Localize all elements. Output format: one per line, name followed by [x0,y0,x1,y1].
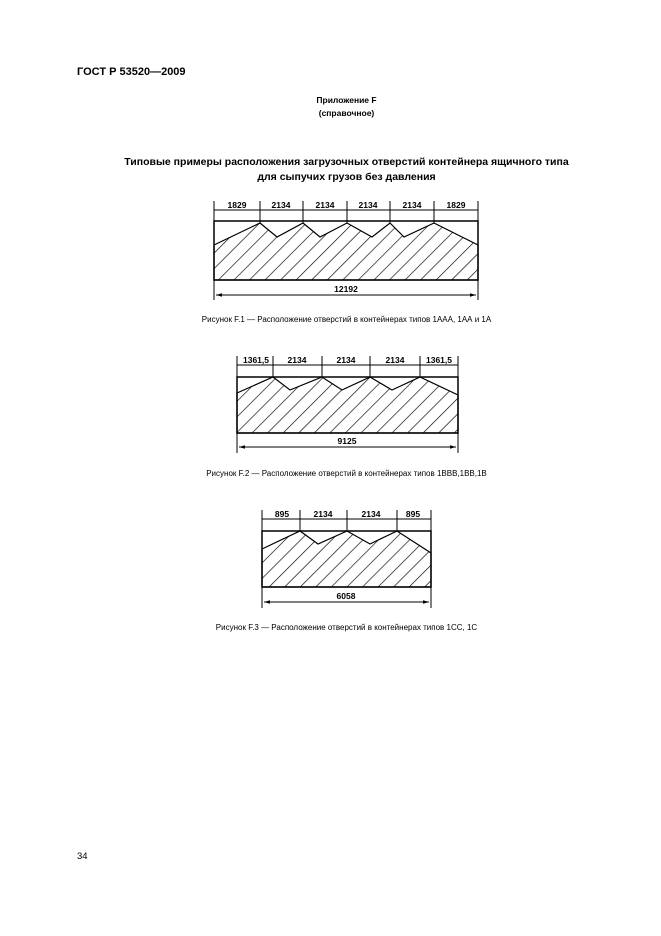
fig1-seg-5: 2134 [402,200,422,210]
annex-title: Приложение F [316,95,377,105]
fig2-seg-3: 2134 [336,355,356,365]
fig1-seg-4: 2134 [358,200,378,210]
fig2-seg-5: 1361,5 [426,355,452,365]
figure-1-caption: Рисунок F.1 — Расположение отверстий в контейнерах типов 1ААА, 1АА и 1А [201,315,492,324]
fig1-seg-2: 2134 [271,200,291,210]
fig2-seg-4: 2134 [385,355,405,365]
page-title-line-2: для сыпучих грузов без давления [257,171,436,183]
fig2-total: 9125 [337,436,357,446]
figure-2 [237,355,458,453]
fig1-seg-1: 1829 [227,200,247,210]
fig3-seg-4: 895 [405,509,421,519]
fig3-total: 6058 [336,591,356,601]
standard-number: ГОСТ Р 53520—2009 [77,66,186,78]
figure-2-caption: Рисунок F.2 — Расположение отверстий в контейнерах типов 1BBB,1BB,1B [206,469,487,478]
fig3-seg-3: 2134 [361,509,381,519]
fig2-seg-1: 1361,5 [243,355,269,365]
page-title-line-1: Типовые примеры расположения загрузочных отверстий контейнера ящичного типа [124,156,569,168]
fig1-seg-3: 2134 [315,200,335,210]
fig3-seg-1: 895 [274,509,290,519]
figure-1 [214,200,478,300]
fig2-seg-2: 2134 [287,355,307,365]
fig3-seg-2: 2134 [313,509,333,519]
annex-note: (справочное) [318,108,375,118]
figure-3-caption: Рисунок F.3 — Расположение отверстий в контейнерах типов 1СС, 1С [215,623,478,632]
fig1-seg-6: 1829 [446,200,466,210]
fig1-total: 12192 [334,284,358,294]
page-number: 34 [77,851,88,862]
figure-3 [262,509,431,608]
